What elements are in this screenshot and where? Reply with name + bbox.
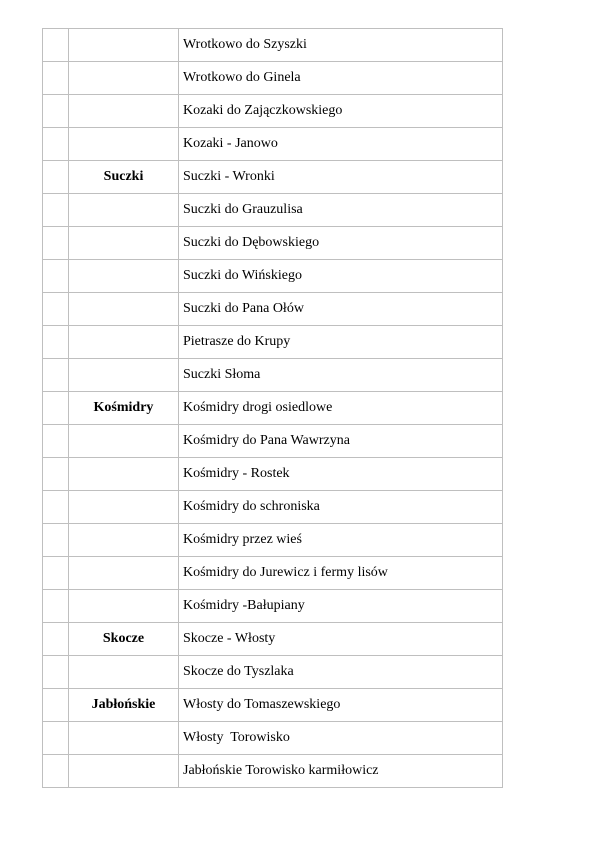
table-row — [43, 656, 503, 689]
table-row — [43, 755, 503, 788]
road-cell: Suczki Słoma — [179, 359, 503, 392]
road-cell: Wrotkowo do Szyszki — [179, 29, 503, 62]
road-cell: Kozaki - Janowo — [179, 128, 503, 161]
village-cell: Kośmidry — [69, 392, 179, 425]
table-row — [43, 590, 503, 623]
row-number-cell — [43, 524, 69, 557]
village-cell — [69, 557, 179, 590]
table-row — [43, 491, 503, 524]
village-cell — [69, 260, 179, 293]
road-cell: Suczki do Pana Ołów — [179, 293, 503, 326]
village-cell — [69, 128, 179, 161]
table-row — [43, 194, 503, 227]
table-row — [43, 293, 503, 326]
table-row — [43, 623, 503, 656]
row-number-cell — [43, 557, 69, 590]
row-number-cell — [43, 326, 69, 359]
row-number-cell — [43, 260, 69, 293]
row-number-cell — [43, 161, 69, 194]
row-number-cell — [43, 755, 69, 788]
village-cell — [69, 194, 179, 227]
table-row — [43, 128, 503, 161]
road-cell: Skocze do Tyszlaka — [179, 656, 503, 689]
village-cell — [69, 293, 179, 326]
village-cell: Suczki — [69, 161, 179, 194]
row-number-cell — [43, 293, 69, 326]
road-cell: Kośmidry do Jurewicz i fermy lisów — [179, 557, 503, 590]
row-number-cell — [43, 590, 69, 623]
village-cell — [69, 62, 179, 95]
road-cell: Kośmidry - Rostek — [179, 458, 503, 491]
road-cell: Kozaki do Zajączkowskiego — [179, 95, 503, 128]
table-row — [43, 161, 503, 194]
village-cell — [69, 227, 179, 260]
road-cell: Suczki do Wińskiego — [179, 260, 503, 293]
village-cell: Jabłońskie — [69, 689, 179, 722]
road-cell: Kośmidry drogi osiedlowe — [179, 392, 503, 425]
table-row — [43, 689, 503, 722]
row-number-cell — [43, 623, 69, 656]
row-number-cell — [43, 458, 69, 491]
village-cell — [69, 755, 179, 788]
road-cell: Suczki do Dębowskiego — [179, 227, 503, 260]
row-number-cell — [43, 227, 69, 260]
row-number-cell — [43, 95, 69, 128]
roads-table-body — [43, 29, 503, 788]
village-cell — [69, 326, 179, 359]
village-cell — [69, 722, 179, 755]
table-row — [43, 557, 503, 590]
row-number-cell — [43, 128, 69, 161]
table-row — [43, 95, 503, 128]
table-row — [43, 458, 503, 491]
table-row — [43, 425, 503, 458]
row-number-cell — [43, 722, 69, 755]
village-cell — [69, 95, 179, 128]
row-number-cell — [43, 62, 69, 95]
road-cell: Suczki do Grauzulisa — [179, 194, 503, 227]
road-cell: Włosty Torowisko — [179, 722, 503, 755]
table-row — [43, 326, 503, 359]
row-number-cell — [43, 29, 69, 62]
roads-table — [42, 28, 503, 788]
road-cell: Wrotkowo do Ginela — [179, 62, 503, 95]
road-cell: Włosty do Tomaszewskiego — [179, 689, 503, 722]
row-number-cell — [43, 689, 69, 722]
village-cell: Skocze — [69, 623, 179, 656]
row-number-cell — [43, 359, 69, 392]
table-row — [43, 524, 503, 557]
road-cell: Jabłońskie Torowisko karmiłowicz — [179, 755, 503, 788]
village-cell — [69, 590, 179, 623]
road-cell: Kośmidry do Pana Wawrzyna — [179, 425, 503, 458]
road-cell: Pietrasze do Krupy — [179, 326, 503, 359]
table-row — [43, 392, 503, 425]
road-cell: Kośmidry -Bałupiany — [179, 590, 503, 623]
row-number-cell — [43, 425, 69, 458]
table-row — [43, 260, 503, 293]
table-row — [43, 722, 503, 755]
table-row — [43, 227, 503, 260]
village-cell — [69, 524, 179, 557]
row-number-cell — [43, 491, 69, 524]
row-number-cell — [43, 656, 69, 689]
table-row — [43, 359, 503, 392]
road-cell: Kośmidry przez wieś — [179, 524, 503, 557]
table-row — [43, 62, 503, 95]
village-cell — [69, 656, 179, 689]
village-cell — [69, 491, 179, 524]
village-cell — [69, 29, 179, 62]
road-cell: Suczki - Wronki — [179, 161, 503, 194]
road-cell: Skocze - Włosty — [179, 623, 503, 656]
table-row — [43, 29, 503, 62]
village-cell — [69, 458, 179, 491]
row-number-cell — [43, 194, 69, 227]
village-cell — [69, 359, 179, 392]
row-number-cell — [43, 392, 69, 425]
village-cell — [69, 425, 179, 458]
road-cell: Kośmidry do schroniska — [179, 491, 503, 524]
